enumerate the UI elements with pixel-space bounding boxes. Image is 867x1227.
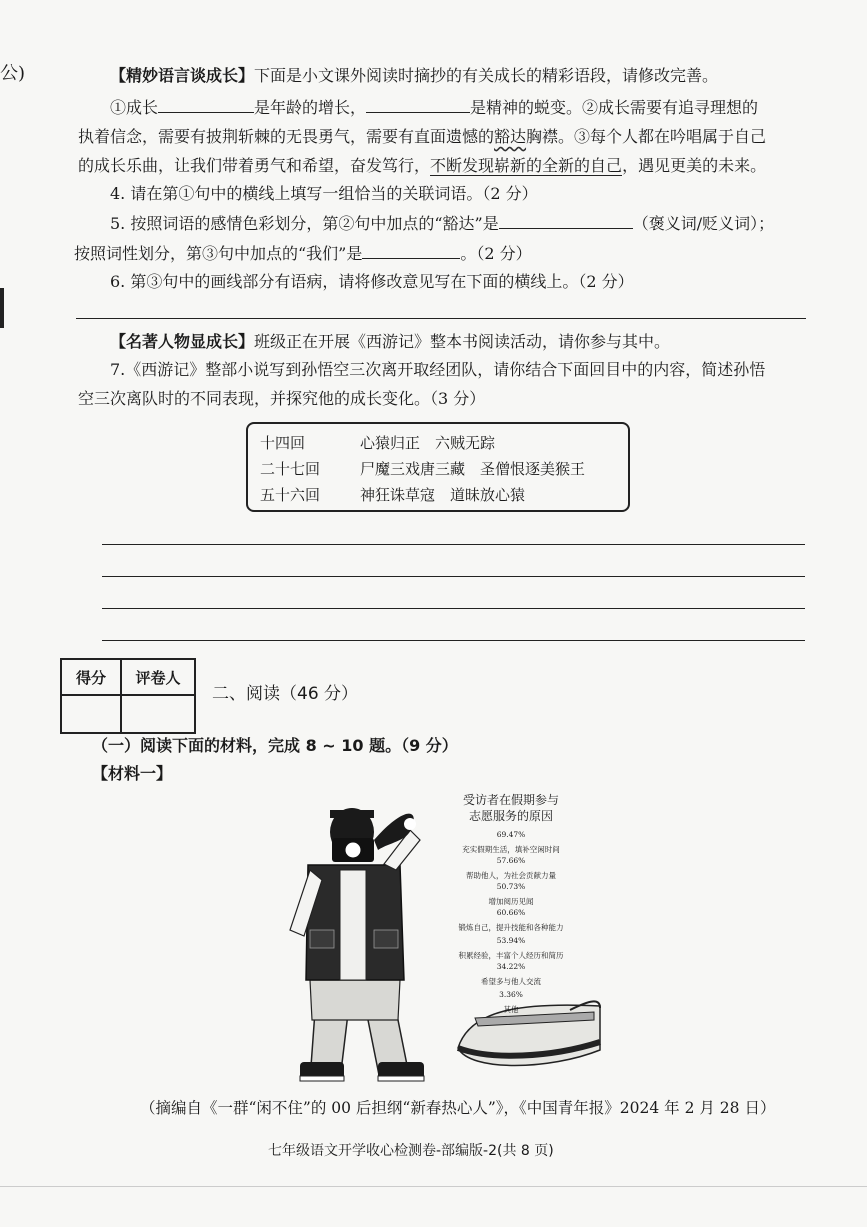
infographic-pct: 50.73% — [496, 882, 526, 891]
classic-intro: 【名著人物显成长】班级正在开展《西游记》整本书阅读活动，请你参与其中。 — [110, 332, 671, 351]
score-cell[interactable] — [61, 695, 121, 733]
infographic-label: 充实假期生活，填补空闲时间 — [462, 845, 560, 854]
infographic-pct: 34.22% — [496, 962, 526, 971]
infographic-title: 受访者在假期参与 志愿服务的原因 — [462, 793, 559, 823]
infographic-pct: 60.66% — [496, 908, 526, 917]
infographic-pct: 57.66% — [496, 856, 526, 865]
question-5-line-2: 按照词性划分，第③句中加点的“我们”是 。（2 分） — [74, 244, 532, 263]
material-label: 【材料一】 — [92, 764, 173, 783]
chapter-box: 十四回 心猿归正 六贼无踪 二十七回 尸魔三戏唐三藏 圣僧恨逐美猴王 五十六回 神狂诛草寇 道昧放心猿 — [246, 422, 630, 512]
question-6: 6. 第③句中的画线部分有语病，请将修改意见写在下面的横线上。（2 分） — [110, 272, 634, 291]
lang-paragraph-line-2: 执着信念，需要有披荆斩棘的无畏勇气，需要有直面遗憾的豁达胸襟。③每个人都在吟唱属于自己 — [78, 127, 767, 146]
infographic-pct: 53.94% — [496, 936, 526, 945]
question-7-line-2: 空三次离队时的不同表现，并探究他的成长变化。（3 分） — [78, 389, 486, 408]
underlined-sentence: 不断发现崭新的全新的自己 — [430, 156, 623, 175]
question-5-line-1: 5. 按照词语的感情色彩划分，第②句中加点的“豁达”是 （褒义词/贬义词）； — [110, 214, 775, 233]
score-table — [60, 658, 196, 734]
question-4: 4. 请在第①句中的横线上填写一组恰当的关联词语。（2 分） — [110, 184, 538, 203]
page-bottom-divider — [0, 1186, 867, 1187]
infographic-label: 锻炼自己，提升技能和各种能力 — [458, 923, 564, 932]
infographic-label: 积累经验，丰富个人经历和简历 — [458, 951, 564, 960]
blank-2[interactable] — [366, 96, 470, 113]
answer-line-q7[interactable] — [102, 544, 805, 545]
answer-line-q7[interactable] — [102, 608, 805, 609]
infographic-pct: 69.47% — [496, 830, 526, 839]
infographic-label: 其他 — [503, 1005, 519, 1014]
grader-cell[interactable] — [121, 695, 195, 733]
lang-paragraph-line-3: 的成长乐曲，让我们带着勇气和希望，奋发笃行，不断发现崭新的全新的自己，遇见更美的未来。 — [78, 156, 767, 175]
answer-blank-q5-b[interactable] — [362, 242, 460, 259]
dotted-word-huoda: 豁达 — [494, 127, 527, 146]
lang-intro: 【精妙语言谈成长】下面是小文课外阅读时摘抄的有关成长的精彩语段，请修改完善。 — [110, 66, 719, 85]
reading-section-title: 二、阅读（46 分） — [212, 684, 359, 704]
infographic-label: 增加阅历见闻 — [488, 897, 534, 906]
reading-sub-title: （一）阅读下面的材料，完成 8 ~ 10 题。（9 分） — [92, 736, 458, 755]
page-footer: 七年级语文开学收心检测卷-部编版-2(共 8 页) — [268, 1143, 554, 1159]
photographer-illustration — [270, 780, 620, 1090]
infographic-label: 希望多与他人交流 — [481, 977, 541, 986]
infographic-label: 帮助他人，为社会贡献力量 — [466, 871, 556, 880]
grader-header: 评卷人 — [121, 659, 195, 695]
answer-blank-q5-a[interactable] — [499, 212, 633, 229]
dotted-word-women: 我们 — [190, 156, 223, 175]
margin-bar — [0, 288, 4, 328]
answer-line-q6[interactable] — [76, 318, 806, 319]
margin-mark: 公) — [0, 63, 26, 84]
blank-1[interactable] — [158, 96, 254, 113]
answer-line-q7[interactable] — [102, 576, 805, 577]
infographic-pct: 3.36% — [499, 990, 523, 999]
source-citation: （摘编自《一群“闲不住”的 00 后担纲“新春热心人”》，《中国青年报》2024 年 2 月 28 日） — [140, 1099, 776, 1117]
score-header: 得分 — [61, 659, 121, 695]
lang-paragraph-line-1: ①成长 是年龄的增长， 是精神的蜕变。②成长需要有追寻理想的 — [110, 98, 759, 117]
answer-line-q7[interactable] — [102, 640, 805, 641]
question-7-line-1: 7.《西游记》整部小说写到孙悟空三次离开取经团队，请你结合下面回目中的内容，简述孙悟 — [110, 360, 766, 379]
